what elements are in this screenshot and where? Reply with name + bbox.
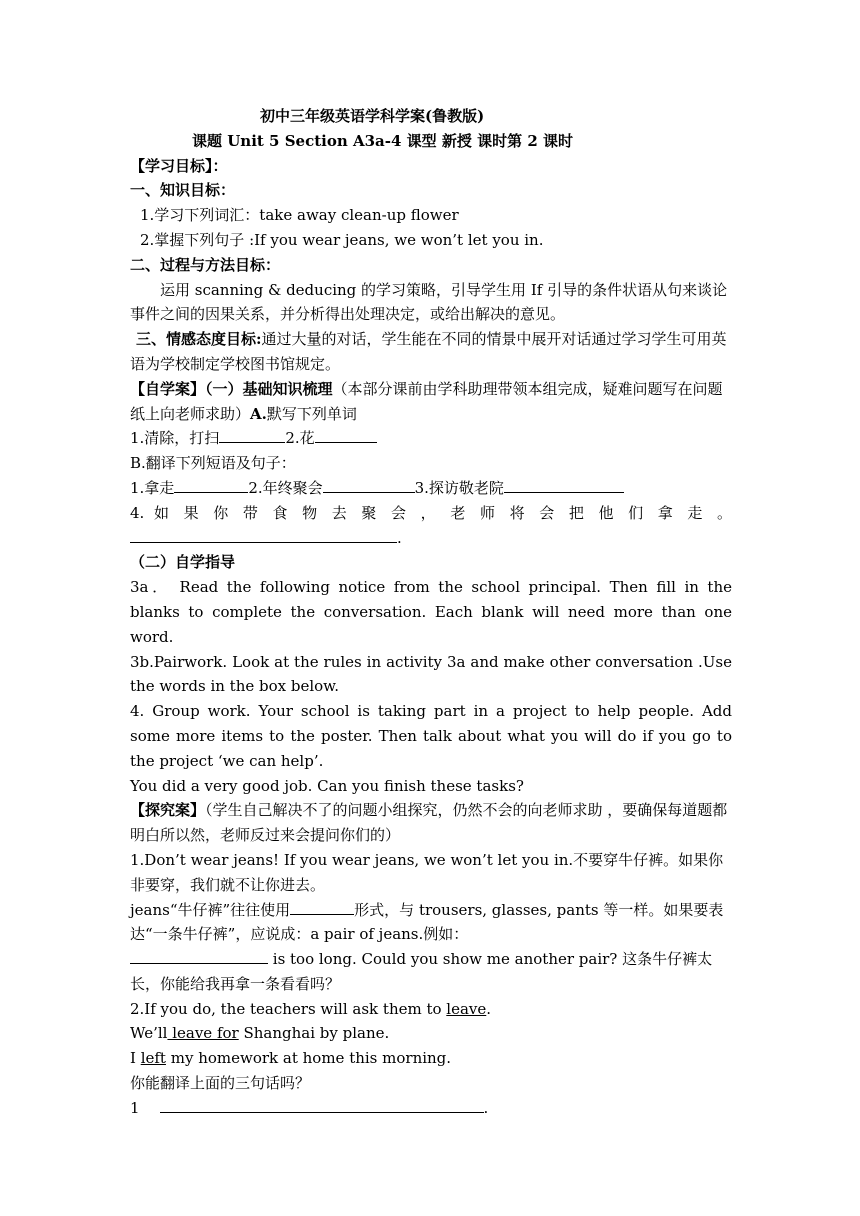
selfstudy-note: （本部分课前由学科助理带领本组完成，疑难问题写在问题纸上向老师求助） xyxy=(130,379,723,423)
left-underlined: left xyxy=(140,1049,166,1068)
task-3a: 3a． Read the following notice from the school principal. Then fill in the blanks to complete the conversation. Each blank will need more than one word. xyxy=(130,578,732,646)
answer-1-period: . xyxy=(483,1098,489,1117)
jeans-example-text: is too long. Could you show me another pair? 这条牛仔裤太长，你能给我再拿一条看看吗？ xyxy=(130,950,713,993)
word-1-label: 1.清除，打扫 xyxy=(130,429,220,448)
sentence-4-blank xyxy=(130,527,397,543)
b-heading: B.翻译下列短语及句子： xyxy=(130,454,296,473)
selfstudy-a-text: 默写下列单词 xyxy=(266,404,357,423)
process-heading: 二、过程与方法目标： xyxy=(130,255,281,274)
task-finish: You did a very good job. Can you finish these tasks? xyxy=(130,776,524,795)
word-2-label: 2.花 xyxy=(285,429,315,448)
answer-1-blank xyxy=(160,1097,484,1113)
phrase-2-blank xyxy=(323,477,415,493)
sentence-4-answer-line xyxy=(130,526,732,551)
guide-heading: （二）自学指导 xyxy=(130,553,236,572)
document-title: 初中三年级英语学科学案(鲁教版) xyxy=(260,107,485,125)
selfstudy-heading: 【自学案】（一）基础知识梳理 xyxy=(130,379,333,398)
word-2-blank xyxy=(315,427,377,443)
leave-underlined: leave xyxy=(446,999,487,1018)
explore-item-2 xyxy=(130,997,732,1022)
emotion-paragraph xyxy=(130,327,732,377)
leave-for-text-a: We’ll xyxy=(130,1024,168,1043)
phrase-blanks-line xyxy=(130,476,732,501)
explore-paragraph xyxy=(130,798,732,848)
explore-item-1: 1.Don’t wear jeans! If you wear jeans, we won’t let you in.不要穿牛仔裤。如果你非要穿，我们就不让你进去。 xyxy=(130,850,724,894)
emotion-heading: 三、情感态度目标: xyxy=(136,330,262,349)
explore-note: （学生自己解决不了的问题小组探究，仍然不会的向老师求助 ，要确保每道题都明白所以然，老师反过来会提问你们的） xyxy=(130,801,728,845)
jeans-example-blank xyxy=(130,948,268,964)
explore-heading: 【探究案】 xyxy=(130,801,206,820)
word-blanks-line xyxy=(130,426,732,451)
jeans-usage-paragraph xyxy=(130,898,732,948)
jeans-usage-text-a: jeans“牛仔裤”往往使用 xyxy=(130,900,291,919)
left-text-a: I xyxy=(130,1049,141,1068)
jeans-form-blank xyxy=(290,899,354,915)
sentence-4-period: . xyxy=(397,528,402,547)
phrase-3-blank xyxy=(504,477,624,493)
phrase-3-label: 3.探访敬老院 xyxy=(414,478,504,497)
leave-for-text-b: Shanghai by plane. xyxy=(238,1024,390,1043)
task-3b: 3b.Pairwork. Look at the rules in activity 3a and make other conversation .Use the words in the box below. xyxy=(130,652,732,696)
explore-item-2-text: 2.If you do, the teachers will ask them to xyxy=(130,999,447,1018)
knowledge-item-2: 2.掌握下列句子 :If you wear jeans, we won’t let you in. xyxy=(140,230,544,249)
leave-for-underlined: leave for xyxy=(167,1024,239,1043)
sentence-4: 4. 如 果 你 带 食 物 去 聚 会 ， 老 师 将 会 把 他 们 拿 走 。 xyxy=(130,503,732,522)
translate-question: 你能翻译上面的三句话吗？ xyxy=(130,1074,311,1093)
jeans-usage-text-b: 形式，与 trousers, glasses, pants 等一样。如果要表达“一条牛仔裤”，应说成：a pair of jeans.例如： xyxy=(130,900,724,944)
phrase-2-label: 2.年终聚会 xyxy=(248,478,323,497)
answer-1-label: 1 xyxy=(130,1098,140,1117)
knowledge-item-1: 1.学习下列词汇：take away clean-up flower xyxy=(140,206,459,225)
selfstudy-paragraph xyxy=(130,377,732,427)
task-4: 4. Group work. Your school is taking part in a project to help people. Add some more items to the poster. Then talk about what you will do if you go to the project ‘we can help’. xyxy=(130,702,732,770)
phrase-1-blank xyxy=(174,477,248,493)
process-text: 运用 scanning & deducing 的学习策略，引导学生用 If 引导的条件状语从句来谈论事件之间的因果关系，并分析得出处理决定，或给出解决的意见。 xyxy=(130,280,728,324)
word-1-blank xyxy=(219,427,285,443)
left-sentence xyxy=(130,1046,732,1071)
document-page xyxy=(130,104,732,1121)
lesson-subtitle: 课题 Unit 5 Section A3a-4 课型 新授 课时第 2 课时 xyxy=(192,131,573,150)
goals-heading: 【学习目标】： xyxy=(130,156,228,175)
answer-1-line xyxy=(130,1096,732,1121)
explore-item-2-period: . xyxy=(486,999,492,1018)
leave-for-sentence xyxy=(130,1021,732,1046)
jeans-example-paragraph xyxy=(130,947,732,997)
selfstudy-a-label: A. xyxy=(250,404,267,423)
knowledge-heading: 一、知识目标： xyxy=(130,181,236,200)
emotion-text: 通过大量的对话，学生能在不同的情景中展开对话通过学习学生可用英语为学校制定学校图书馆规定。 xyxy=(130,330,727,373)
phrase-1-label: 1.拿走 xyxy=(130,478,175,497)
left-text-b: my homework at home this morning. xyxy=(165,1049,452,1068)
